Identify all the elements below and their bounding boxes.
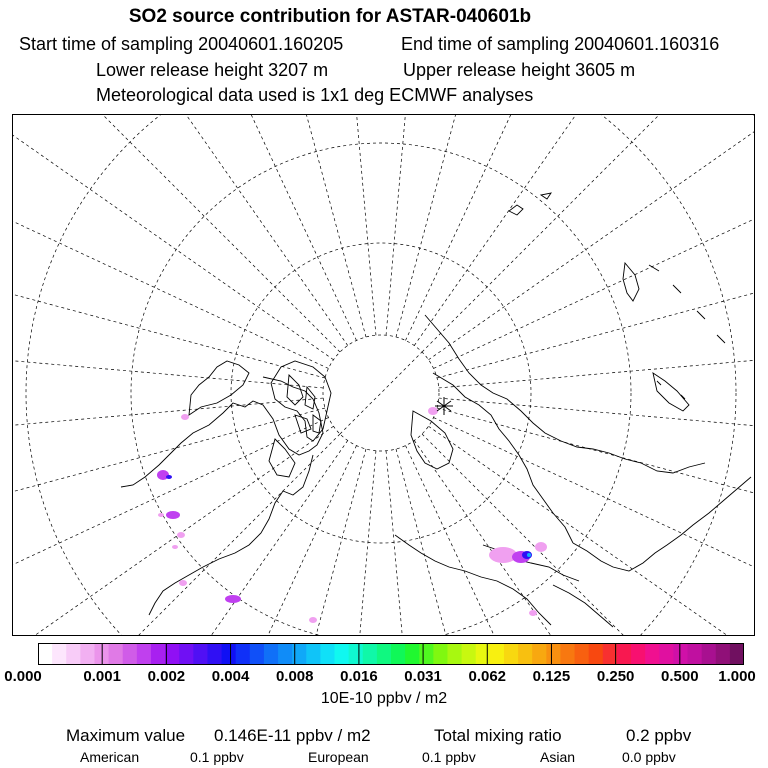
plume-patch: [529, 610, 537, 616]
colorbar-swatch: [123, 643, 138, 665]
plume-patch: [179, 580, 187, 586]
meridian-line: [13, 418, 328, 635]
meridian-line: [13, 426, 333, 635]
colorbar-swatch: [264, 643, 279, 665]
kamchatka: [623, 263, 639, 301]
meridian-line: [396, 449, 614, 635]
plume-patch: [158, 513, 164, 517]
meridian-line: [422, 434, 754, 635]
siberia-coast: [425, 315, 705, 473]
colorbar-swatch: [631, 643, 646, 665]
meridian-line: [386, 451, 459, 635]
meridian-line: [13, 115, 328, 368]
colorbar-swatch: [66, 643, 81, 665]
colorbar-swatch: [38, 643, 53, 665]
plume-patch: [172, 545, 178, 549]
meridian-line: [148, 449, 366, 635]
north-america-east-coast: [149, 455, 313, 615]
colorbar-swatch: [349, 643, 364, 665]
map-canvas: [13, 115, 754, 635]
colorbar-swatch: [504, 643, 519, 665]
meridian-line: [303, 451, 376, 635]
colorbar-swatch: [589, 643, 604, 665]
colorbar-swatch: [222, 643, 237, 665]
meridian-line: [13, 115, 348, 345]
meridian-line: [437, 408, 754, 626]
asia-arctic-coast: [433, 373, 573, 543]
total-mixing-ratio: 0.2 ppbv: [626, 726, 692, 745]
meridian-line: [13, 115, 340, 352]
colorbar-swatch: [688, 643, 703, 665]
colorbar-tick-label: 0.250: [596, 668, 635, 685]
colorbar-swatch: [137, 643, 152, 665]
upper-release-height: Upper release height 3605 m: [403, 60, 636, 80]
meridian-line: [13, 115, 356, 340]
colorbar-swatch: [716, 643, 731, 665]
colorbar-swatch: [335, 643, 350, 665]
colorbar-swatch: [363, 643, 378, 665]
colorbar-tick-label: 0.500: [661, 668, 699, 685]
meridian-line: [422, 115, 754, 352]
colorbar-swatch: [179, 643, 194, 665]
colorbar-swatch: [518, 643, 533, 665]
colorbar-tick-label: 1.000: [718, 668, 756, 685]
meridian-line: [148, 115, 366, 337]
latitude-circle: [13, 115, 754, 635]
japan-islands: [653, 373, 689, 411]
meridian-line: [303, 115, 376, 335]
colorbar-tick-label: 0.125: [532, 668, 571, 685]
meridian-line: [13, 315, 323, 388]
start-time: Start time of sampling 20040601.160205: [19, 34, 344, 54]
colorbar-swatch: [702, 643, 717, 665]
latitude-circle: [131, 143, 631, 635]
colorbar-swatch: [575, 643, 590, 665]
colorbar-tick-label: 0.062: [468, 668, 507, 685]
plume-patch: [177, 532, 185, 538]
meridian-line: [429, 115, 754, 360]
meridian-line: [406, 115, 754, 340]
colorbar-swatch: [278, 643, 293, 665]
colorbar-tick-label: 0.000: [4, 668, 42, 685]
colorbar-tick-label: 0.001: [83, 668, 121, 685]
africa-coast: [553, 585, 613, 627]
meridian-line: [434, 115, 754, 368]
colorbar-swatch: [560, 643, 575, 665]
meridian-line: [13, 434, 340, 635]
colorbar-swatch: [80, 643, 95, 665]
plume-patch: [166, 511, 180, 519]
lower-release-height: Lower release height 3207 m: [96, 60, 329, 80]
colorbar-swatch: [193, 643, 208, 665]
dateline-segment: [340, 352, 422, 434]
colorbar-swatch: [250, 643, 265, 665]
colorbar-units: 10E-10 ppbv / m2: [320, 690, 448, 707]
graticule: [13, 115, 754, 635]
colorbar-swatch: [377, 643, 392, 665]
polar-map: [12, 114, 755, 636]
colorbar-swatch: [109, 643, 124, 665]
meridian-line: [439, 315, 754, 388]
colorbar-swatch: [673, 643, 688, 665]
latitude-circle: [13, 115, 754, 635]
colorbar-swatch: [730, 643, 744, 665]
meridian-line: [414, 115, 754, 345]
colorbar-swatch: [207, 643, 222, 665]
colorbar-swatch: [236, 643, 251, 665]
colorbar-swatch: [617, 643, 632, 665]
colorbar-swatch: [391, 643, 406, 665]
plume-patch: [225, 595, 241, 603]
colorbar-swatch: [645, 643, 660, 665]
region-value: 0.0 ppbv: [622, 749, 676, 765]
meridian-line: [406, 446, 754, 635]
plume-areas: [157, 397, 547, 623]
total-mixing-ratio-label: Total mixing ratio: [434, 726, 562, 745]
meridian-line: [13, 115, 333, 360]
pacific-islands: [649, 265, 725, 343]
colorbar-swatch: [659, 643, 674, 665]
region-name: Asian: [540, 749, 576, 765]
colorbar-swatch: [490, 643, 505, 665]
colorbar-swatch: [151, 643, 166, 665]
end-time: End time of sampling 20040601.160316: [401, 34, 720, 54]
meridian-line: [437, 160, 754, 378]
small-islands: [509, 193, 685, 399]
colorbar-tick-label: 0.031: [404, 668, 442, 685]
scandinavia: [411, 411, 453, 469]
plume-patch: [535, 542, 547, 552]
colorbar-swatch: [462, 643, 477, 665]
meteorological-data: Meteorological data used is 1x1 deg ECMWF analyses: [96, 85, 534, 105]
plume-patch: [428, 407, 438, 415]
region-name: European: [308, 749, 369, 765]
colorbar-tick-label: 0.002: [147, 668, 186, 685]
region-name: American: [80, 749, 140, 765]
plume-patch: [527, 553, 531, 557]
colorbar-tick-label: 0.008: [275, 668, 314, 685]
colorbar-swatch: [306, 643, 321, 665]
latitude-circle: [26, 115, 736, 635]
colorbar-swatch: [320, 643, 335, 665]
meridian-line: [414, 441, 754, 635]
colorbar-swatch: [52, 643, 67, 665]
colorbar-swatch: [447, 643, 462, 665]
colorbar-swatch: [433, 643, 448, 665]
colorbar-tick-label: 0.004: [211, 668, 250, 685]
max-value-label: Maximum value: [66, 726, 186, 745]
hudson-bay: [269, 439, 295, 477]
colorbar-swatch: [405, 643, 420, 665]
arctic-islands: [287, 375, 321, 433]
meridian-line: [396, 115, 614, 337]
colorbar-swatch: [476, 643, 491, 665]
meridian-line: [439, 398, 754, 471]
plume-patch: [181, 414, 189, 420]
colorbar-swatch: [419, 643, 434, 665]
colorbar-swatch: [165, 643, 180, 665]
chart-title: SO2 source contribution for ASTAR-040601b: [128, 6, 532, 27]
canada-arctic-coast: [121, 377, 323, 487]
max-value: 0.146E-11 ppbv / m2: [214, 726, 371, 745]
plume-patch: [166, 475, 172, 479]
plume-patch: [309, 617, 317, 623]
region-value: 0.1 ppbv: [422, 749, 476, 765]
meridian-line: [13, 446, 356, 635]
europe-coast: [395, 535, 551, 625]
colorbar-swatch: [532, 643, 547, 665]
colorbar: [38, 643, 744, 665]
colorbar-tick-label: 0.016: [340, 668, 378, 685]
meridian-line: [13, 398, 323, 471]
colorbar-swatch: [546, 643, 561, 665]
region-value: 0.1 ppbv: [190, 749, 244, 765]
meridian-line: [386, 115, 459, 335]
